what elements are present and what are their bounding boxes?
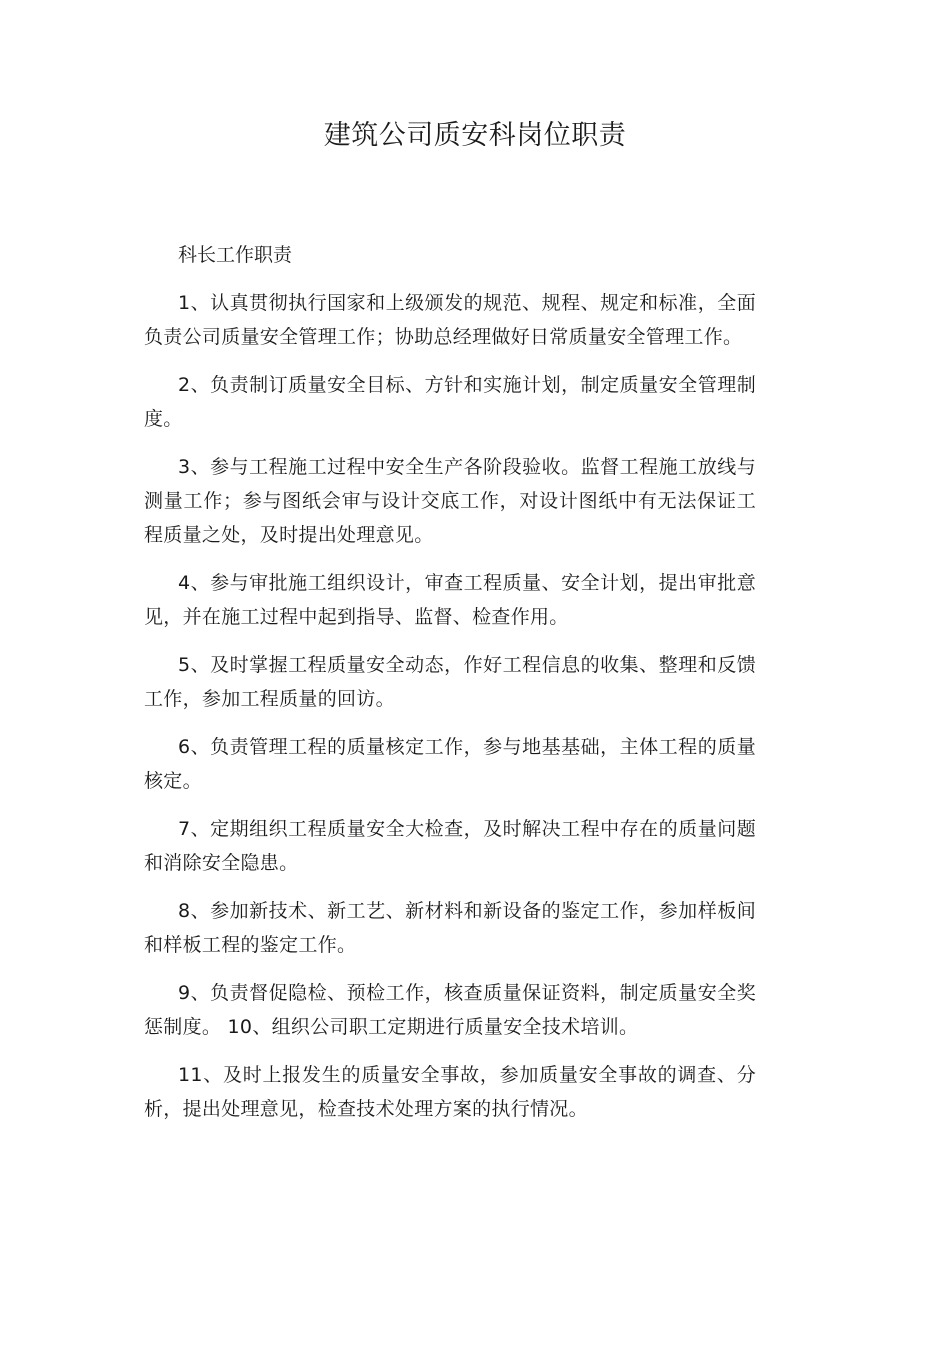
duty-item-1: 1、认真贯彻执行国家和上级颁发的规范、规程、规定和标准，全面负责公司质量安全管理工作；协助总经理做好日常质量安全管理工作。 — [144, 292, 756, 348]
duty-item-3: 3、参与工程施工过程中安全生产各阶段验收。监督工程施工放线与测量工作；参与图纸会审与设计交底工作，对设计图纸中有无法保证工程质量之处，及时提出处理意见。 — [144, 456, 756, 546]
duty-item-9: 9、负责督促隐检、预检工作，核查质量保证资料，制定质量安全奖惩制度。 10、组织公司职工定期进行质量安全技术培训。 — [144, 982, 756, 1038]
section-heading: 科长工作职责 — [178, 244, 293, 266]
duty-item-4: 4、参与审批施工组织设计，审查工程质量、安全计划，提出审批意见，并在施工过程中起到指导、监督、检查作用。 — [144, 572, 756, 628]
duty-item-6: 6、负责管理工程的质量核定工作，参与地基基础，主体工程的质量核定。 — [144, 736, 756, 792]
duty-item-11: 11、及时上报发生的质量安全事故，参加质量安全事故的调查、分析，提出处理意见，检查技术处理方案的执行情况。 — [144, 1064, 756, 1120]
document-body — [144, 238, 756, 1126]
document-title: 建筑公司质安科岗位职责 — [323, 120, 627, 151]
duty-item-5: 5、及时掌握工程质量安全动态，作好工程信息的收集、整理和反馈工作，参加工程质量的回访。 — [144, 654, 756, 710]
duty-item-2: 2、负责制订质量安全目标、方针和实施计划，制定质量安全管理制度。 — [144, 374, 756, 430]
duty-item-7: 7、定期组织工程质量安全大检查，及时解决工程中存在的质量问题和消除安全隐患。 — [144, 818, 756, 874]
duty-item-8: 8、参加新技术、新工艺、新材料和新设备的鉴定工作，参加样板间和样板工程的鉴定工作。 — [144, 900, 756, 956]
